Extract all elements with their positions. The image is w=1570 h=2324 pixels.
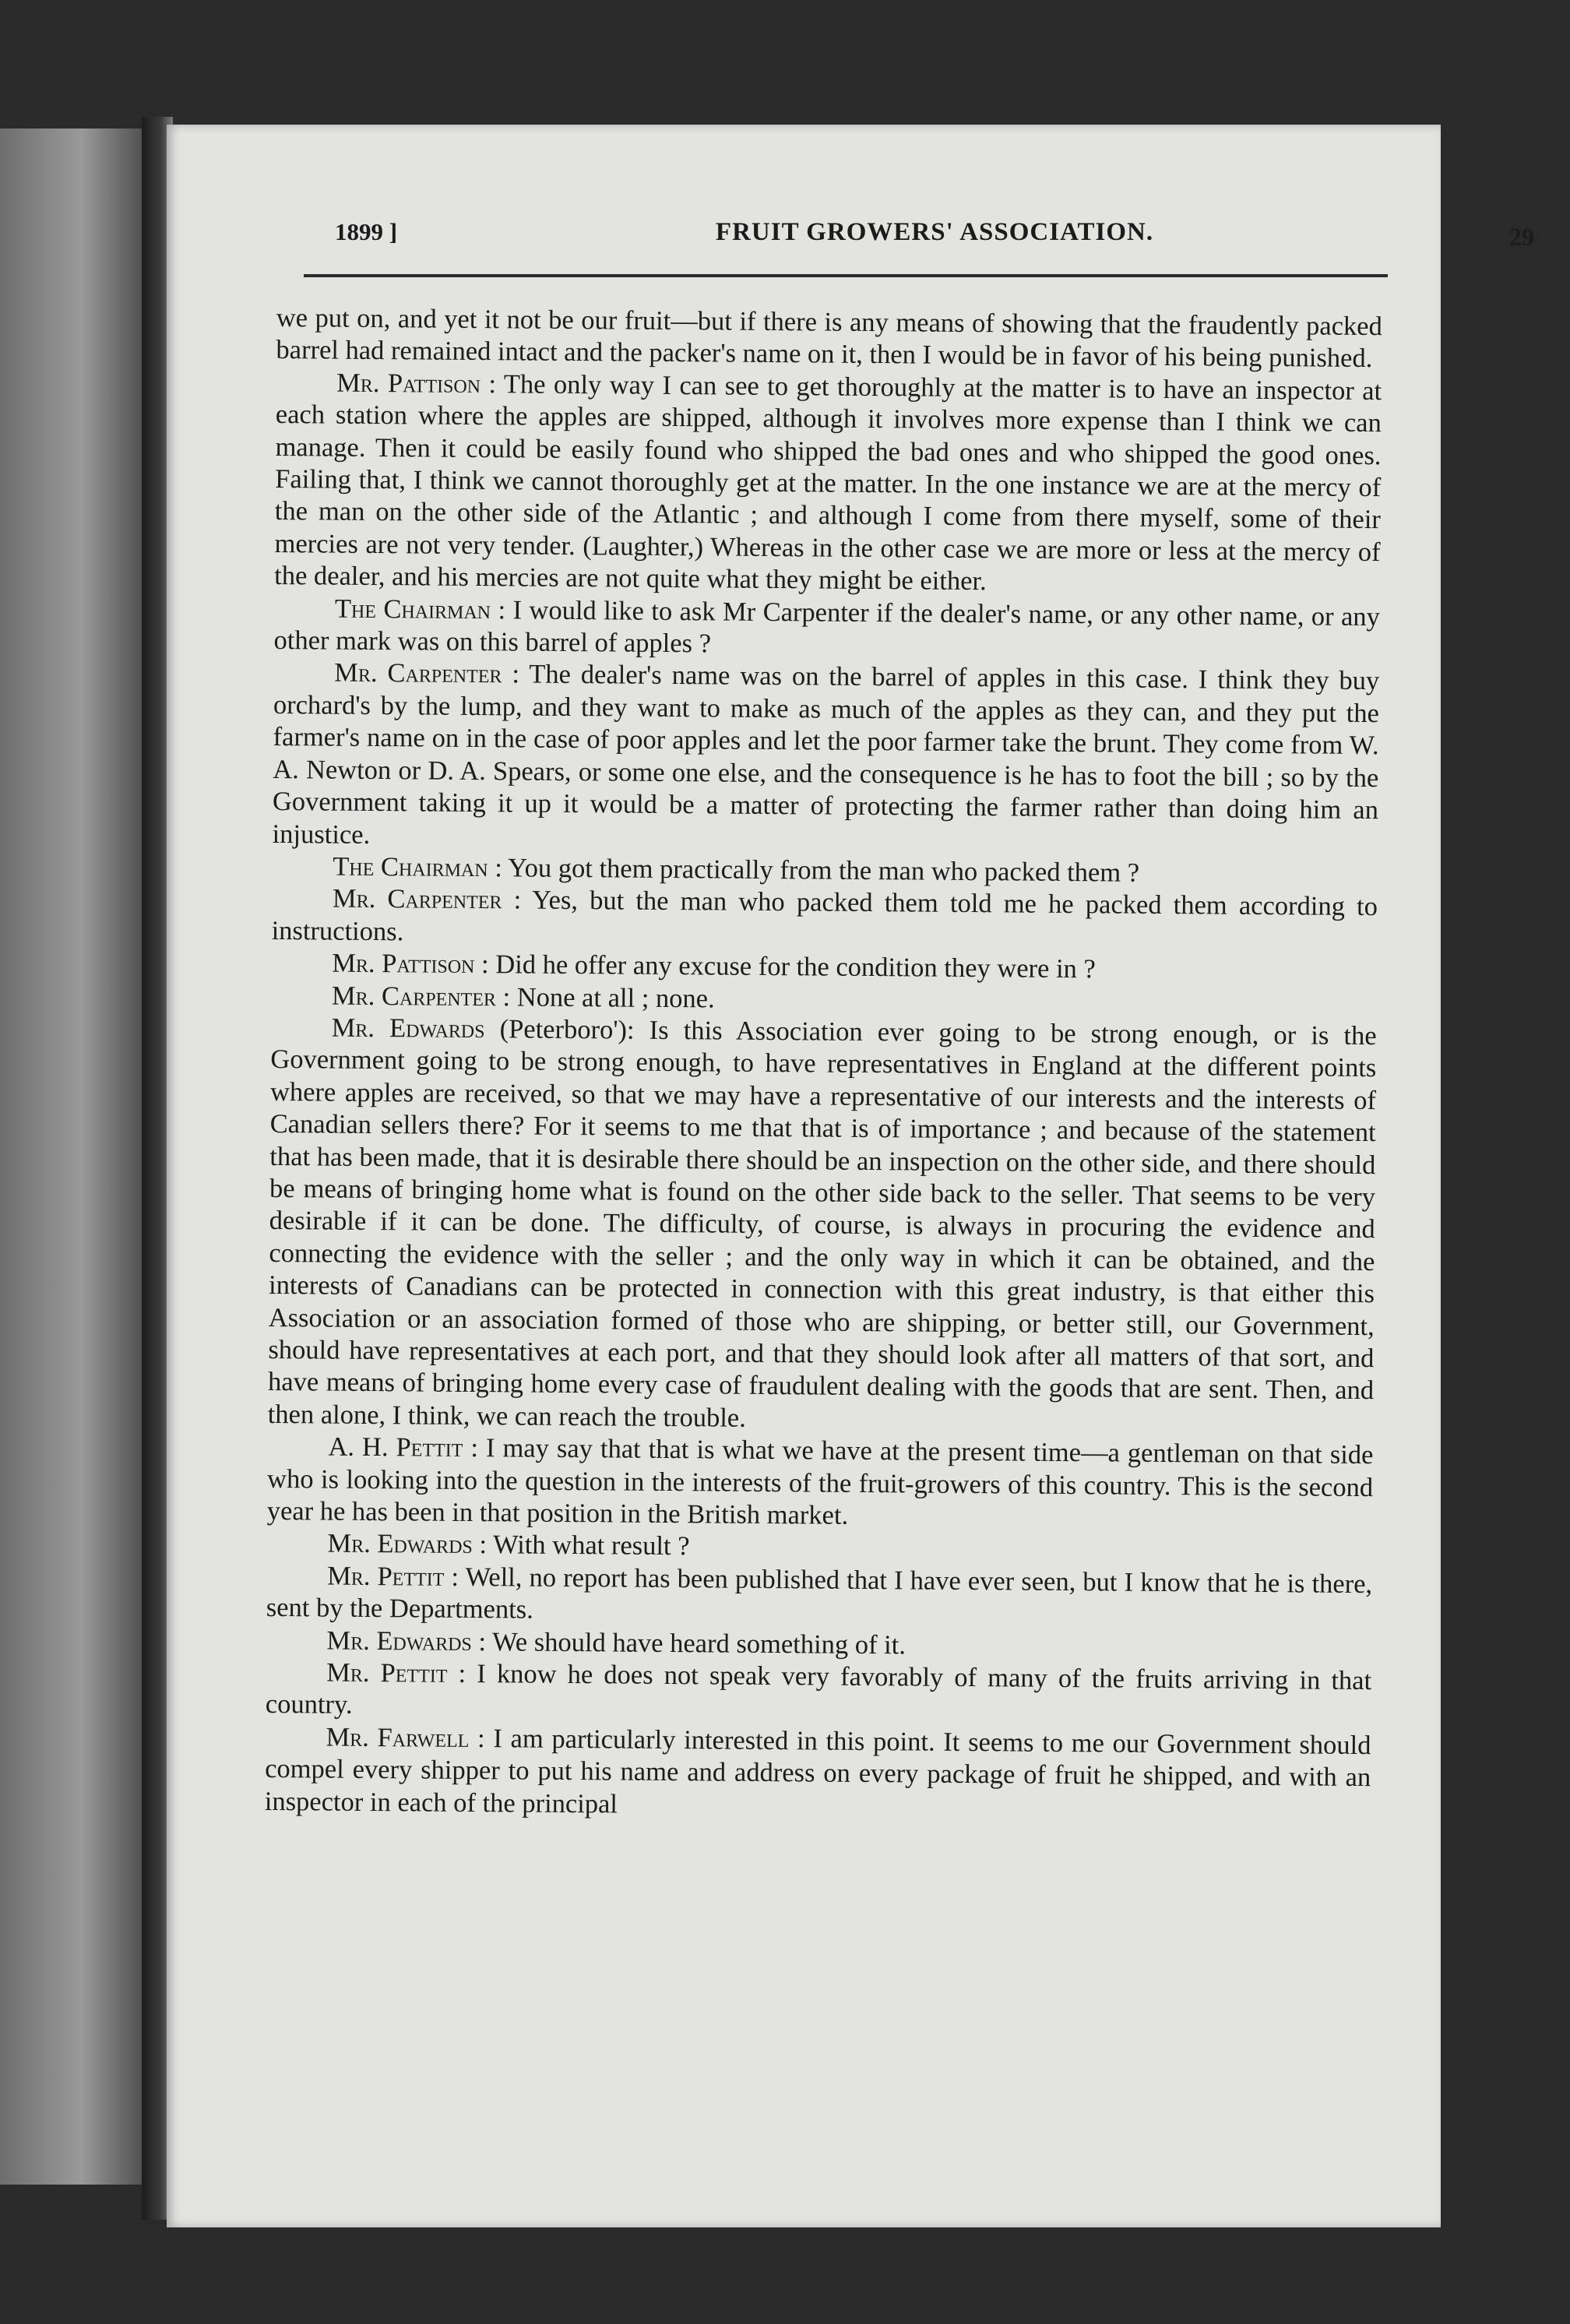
speaker-name: Mr. Edwards [331,1012,485,1044]
paragraph-text: None at all ; none. [510,981,715,1013]
paragraph-text: You got them practically from the man who packed them ? [502,853,1140,888]
page-number: 29 [1509,223,1534,251]
speaker-name: Mr. Carpenter : [334,658,520,689]
paragraph [274,367,1382,601]
running-header [335,218,1534,280]
header-rule [304,274,1388,277]
speaker-name: Mr. Pattison : [336,368,497,400]
paragraph-text: Well, no report has been published that I have ever seen, but I know that he is there, sent by the Departments. [266,1562,1373,1625]
speaker-name: Mr. Edwards : [327,1529,488,1560]
paragraph-text: With what result ? [486,1530,690,1562]
speaker-name: Mr. Carpenter : [331,981,511,1012]
running-title: FRUIT GROWERS' ASSOCIATION. [715,218,1154,246]
paragraph-text: The only way I can see to get thoroughly at the matter is to have an inspector at each station where the apples are shipped, although it involves more expense than I think we can manage. Then it could be easily found who shipped the bad ones and who shipped the good ones. Failing that, I think we cannot thoroughly get at the matter. In the one instance we are at the mercy of the man on the other side of the Atlantic ; and although I come from there myself, some of their mercies are not very tender. (Laughter,) Whereas in the other case we are more or less at the mercy of the dealer, and his mercies are not quite what they might be either. [274,369,1382,597]
paragraph-text: I would like to ask Mr Carpenter if the dealer's name, or any other name, or any other mark was on this barrel of apples ? [273,594,1381,659]
paragraph [268,1012,1377,1439]
paragraph [266,1657,1372,1730]
paragraph-text: The dealer's name was on the barrel of apples in this case. I think they buy orchard's by the lump, and they want to make as much of the apples as they can, and they put the farmer's name on in the case of poor apples and let the poor farmer take the brunt. They come from W. A. Newton or D. A. Spears, or some one else, and the consequence is he has to foot the bill ; so by the Government taking it up it would be a matter of protecting the farmer rather than doing him an injustice. [272,659,1380,850]
paragraph-text: I may say that that is what we have at the present time—a gentleman on that side who is looking into the question in the interests of the fruit-growers of this country. This is the second year he has been in that position in the British market. [266,1433,1374,1530]
speaker-name: Mr. Carpenter : [332,883,522,915]
page-body [265,302,1382,1826]
facing-page-edge [0,129,148,2185]
paragraph-text: Yes, but the man who packed them told me he packed them according to instructions. [271,885,1378,947]
speaker-name: The Chairman : [333,851,503,883]
paragraph [271,882,1378,956]
speaker-name: Mr. Edwards : [326,1625,487,1657]
speaker-name: Mr. Farwell : [326,1722,485,1754]
paragraph [276,302,1382,375]
paragraph-text: (Peterboro'): Is this Association ever going to be strong enough, or is the Government going to be strong enough, to have representatives in England at the different points where apples are received, so that we may have a representative of our interests and the interests of Canadian sellers there? For it seems to me that that is of importance ; and because of the statement that has been made, that it is desirable there should be an inspection on the other side, and there should be means of bringing home what is found on the other side back to the seller. That seems to be very desirable if it can be done. The difficulty, of course, is always in procuring the evidence and connecting the evidence with the seller ; and the only way in which it can be obtained, and the interests of Canadians can be protected in connection with this great industry, is that either this Association or an association formed of those who are shipping, or better still, our Government, should have representatives at each port, and that they should look after all matters of that sort, and have means of bringing home every case of fraudulent dealing with the goods that are sent. Then, and then alone, I think, we can reach the trouble. [267,1014,1377,1433]
paragraph-text: I am particularly interested in this point. It seems to me our Government should compel every shipper to put his name and address on every package of fruit he shipped, and with an inspector in each of the principal [264,1724,1371,1819]
speaker-name: Mr. Pattison : [332,948,489,980]
speaker-name: Mr. Pettit : [326,1657,466,1689]
paragraph-text: Did he offer any excuse for the condition they were in ? [488,949,1096,984]
speaker-name: Mr. Pettit : [327,1561,459,1592]
paragraph [273,593,1380,666]
paragraph-text: we put on, and yet it not be our fruit—but if there is any means of showing that the fraudently packed barrel had remained intact and the packer's name on it, then I would be in favor of his being punished. [276,302,1382,374]
paragraph [266,1560,1373,1633]
paragraph-text: I know he does not speak very favorably of many of the fruits arriving in that country. [265,1659,1372,1720]
paragraph-text: We should have heard something of it. [485,1626,906,1660]
paragraph [267,1431,1374,1536]
header-year: 1899 ] [335,218,398,245]
speaker-name: The Chairman : [334,593,506,625]
paragraph [272,657,1379,859]
paragraph [265,1721,1371,1826]
speaker-name: A. H. Pettit : [328,1431,479,1463]
